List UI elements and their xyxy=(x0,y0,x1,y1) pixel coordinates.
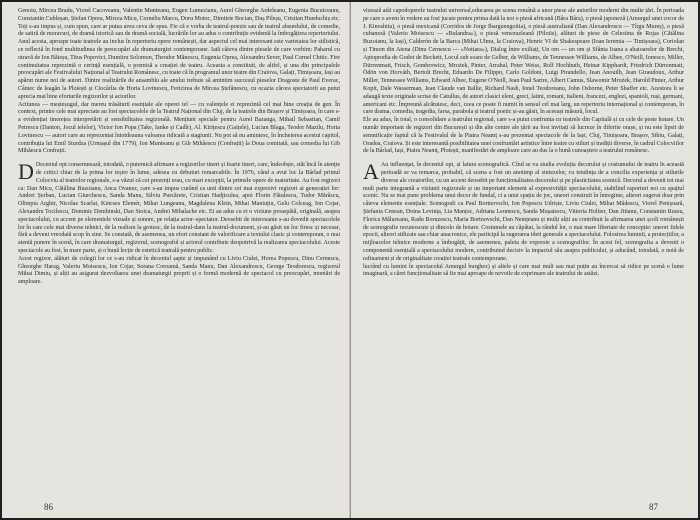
left-page xyxy=(2,2,350,518)
right-paragraph-4: lucrând cu lumini în spectacolul Amurgul burghez) și altele și care mai mult sau mai puțin au încercat să ridice pe scenă o lume imaginară, a cărei funcționalitate să fie mai aproape de nevoile de exprimare ale teatrului de astăzi. xyxy=(363,263,684,278)
page-number-left: 86 xyxy=(44,502,53,512)
left-paragraph-3 xyxy=(18,159,340,256)
drop-cap: D xyxy=(18,159,34,185)
book-spread xyxy=(2,2,698,518)
right-paragraph-1: vizează atât capodoperele teatrului universal,educarea pe scena română a unor piese ale autorilor moderni din multe țări. În perioada pe care o avem în vedere au fost jucate pentru prima dată la noi o piesă africană (Bâra Bâra), o piesă japoneză (Amurgul unei cocor de J. Kinoshita), o piesă mexicană (Corridos de Jorge Ibarguengoitia), o piesă australiană (Dan Alexandrescu — Tîrgu Mureș), o piesă cubaneză (Valerio Moisescu — «Bulandra»), o piesă venezueleană (Pilotis), alături de piese de Celestina de Rojas (Cătălina Buzoianu, la Iași), Calderón de la Barca (Mihai Ulmu, la Craiova), Henric VI de Shakespeare (Ioan Ieremia — Timișoara), Coriolan și Timon din Atena (Dinu Cernescu — «Nottara»), Dialog între exiliați, Un om — un om și Sfânta Ioana a abatoarelor de Brecht, Aptoprodia de Godot de Beckett, Locul sub soare de Gelber, de Williams, de Tennessee Williams, de Albee, O'Neill, Ionesco, Miller, Dürrenmatt, Frisch, Gombrowicz, Mrożek, Pinter, Arrabal, Peter Weiss, Rolf Hochhuth, Heinar Kipphardt, Friedrich Dürrenmatt, Ödön von Horváth, Bertolt Brecht, Eduardo De Filippo, Carlo Goldoni, Luigi Pirandello, Jean Anouilh, Jean Giraudoux, Arthur Miller, Tennessee Williams, Edward Albee, Eugene O'Neill, Jean Paul Sartre, Albert Camus, Slawomir Mrożek, Harold Pinter, Arthur Kopit, Dale Wasserman, Jean Claude van Itallie, Richard Nash, Ionel Teodoreanu, John Osborne, Peter Shaffer etc. Acestora li se adaugă texte originale scrise de Catullus, de autori clasici eleni, greci, latini, romani, italieni, francezi, englezi, spanioli, ruși, germani, americani etc. Împreună alcătuiesc, deci, ceea ce poate fi numit în sensul cel mai larg, un repertoriu internațional și contemporan, în care drama, comedia, tragedia, farsa, parabola și teatrul poetic și-au găsit, în aceeași măsură, locul. xyxy=(363,8,684,116)
drop-cap: A xyxy=(363,159,379,185)
right-paragraph-3 xyxy=(363,159,684,263)
right-paragraph-2: Ele au adus, în total, o consolidare a teatrului regional, care s-a putut confrunta cu teatrele din Capitală și cu cele de peste hotare. Un număr important de regizori din București și din alte centre ale țării au fost invitați să lucreze în diferite orașe, și nu este lipsit de semnificație faptul că la Festivalul de la Piatra Neamț s-au prezentat spectacole de la Iași, Cluj, Timișoara, Brașov, Sibiu, Galați, Oradea, Craiova. Și este interesantă posibilitatea unei confruntări artistice între teatre cu stiluri și tradiții diverse, în cadrul Colocviilor de la Bârlad, Iași, Piatra Neamț, Ploiești, manifestări de amploare care au dus la o bună cunoaștere a teatrului românesc. xyxy=(363,117,684,155)
right-paragraph-3-text: Au influențat, în deceniul opt, și latura scenografică. Cînd se va studia evoluția decorului și costumului de teatru în această perioadă se va remarca, probabil, că scena a fost un anotimp al sintezelor, cu tendința de a concilia experiența și stilurile diverse ale creatorilor, cu un accent deosebit pe funcționalitatea decorului și pe plasticitatea scenică. Decorul a devenit tot mai mult parte integrantă a viziunii regizorale și un important element al expresivității spectacolului, stabilind raporturi noi cu spațiul scenic. Nu se mai pune problema unui decor de fundal, ci a unui spațiu de joc, uneori construit în întregime, alteori sugerat doar prin câteva elemente esențiale. Scenografi ca Paul Bortnovschi, Ion Popescu Udriște, Liviu Ciulei, Mihai Mădescu, Viorel Penișoară, Ștefania Cenean, Doina Levința, Lia Manțoc, Adriana Leonescu, Sanda Mușatescu, Vittoria Holtier, Dan Jitianu, Constantin Russu, Florica Mălureanu, Radu Boruzescu, Maria Bortnovschi, Dan Nemțeanu și mulți alții au contribuit la afirmarea unei școli românești de scenografie recunoscute și dincolo de hotare. Costumele au căpătat, la rândul lor, o mai mare libertate de concepție: uneori fidele epocii, alteori stilizate sau chiar anacronice, ele participă la sugerarea ideii generale a spectacolului. Folosirea luminii, a proiecțiilor, a mijloacelor tehnice moderne a îmbogățit, de asemenea, paleta de expresie a scenografilor. În acest fel, scenografia a devenit o componentă esențială a spectacolului modern, contribuind decisiv la impactul său asupra publicului, și aducând, totodată, o notă de rafinament și de originalitate creației teatrale contemporane. xyxy=(363,162,684,262)
left-paragraph-3-text: Deceniul opt consemnează, totodată, o puternică afirmare a regizorilor tineri și foarte tineri, care, îndeobște, stăt încă în atenție de critici chiar de la prima lor ieșire în lume, adesea cu debuturi remarcabile. În 1976, când a avut loc la Bârlad primul Colocviu al teatrelor regionale, s-a văzut că cei prezenți erau, cu mari excepții, la primele opere de maturitate. Au fost regizori ca: Dan Micu, Cătălina Buzoianu, Anca Ovanez, care s-au impus curând ca unii dintre cei mai expresivi regizori ai generației lor: Andrei Șerban, Lucian Giurchescu, Sanda Manu, Silviu Purcărete, Cristian Hadjiculea, apoi Florin Fătulescu, Tudor Mărăscu, Olimpia Arghir, Nicolae Scarlat, Kincses Elemér, Mihai Lungeanu, Magdalena Klein, Mihai Maniuțiu, Gelu Colceag, Ion Cojar, Alexandru Tocilescu, Dominic Dembinski, Dan Stoica, Andrei Mihalache etc. Ei au adus cu ei o viziune proaspătă, originală, asupra spectacolului, cu accent pe elementele vizuale și sonore, pe relația actor–spectator. Deosebit de interesante s-au dovedit spectacolele lor în care cele mai diverse tehnici, de la realism la grotesc, de la teatrul-dans la teatrul-document, și-au găsit un loc firesc și necesar, fără a deveni vreodată scop în sine. Se constată, de asemenea, un efort constant de valorificare a textului clasic și contemporan, o mai atentă punere în scenă, în care dramaturgul, regizorul, scenograful și actorul contribuie deopotrivă la realizarea spectacolului. Aceste spectacole au fost, în mare parte, și o bună lecție de estetică teatrală pentru public. xyxy=(18,162,340,254)
left-paragraph-2: Actiunea — meșteșugul, dar mereu trăsăturii esențiale ale operei tel — cu valențele ei reprezintă cel mai bine creația de gen. În context, printre cele mai apreciate au fost spectacolele de la Teatrul Național din Cluj, de la teatrele din Brașov și Timișoara, în care s-a evidențiat tinerețea interpretării și sensibilitatea regizorală. Mențiuni speciale pentru Aurel Baranga, Mihail Sebastian, Camil Petrescu (Danton, Jocul ielelor), Victor Ion Popa (Take, Ianke și Cadîr), Al. Kirițescu (Gaițele), Lucian Blaga, Teodor Mazilu, Horia Lovinescu — autori care au reprezentat întotdeauna valoarea ridicată a stagiunii. Nu pot să nu amintesc, în încheierea acestui capitol, contribuția lui Emil Sturdza (Urmașul din 1779), Ion Munteanu și Gib Mihăescu (Confrații) la Doua comitată, sau comedia lui Gib Mihăescu Confrații. xyxy=(18,101,340,155)
left-paragraph-4: Acest regizor, alături de colegii lor ce s-au ridicat în deceniul șapte și impunând cu Liviu Ciulei, Horea Popescu, Dinu Cernescu, Gheorghe Harag, Valeriu Moisescu, Ion Cojar, Sorana Coroamă, Sanda Manu, Dan Alexandrescu, George Teodorescu, regizorul Mihai Dimiu, și alții au asigurat dezvoltarea unei dramaturgii proprii și o formă modernă de spectacol cu preocupări, montări de amploare. xyxy=(18,255,340,286)
right-page xyxy=(350,2,698,518)
page-number-right: 87 xyxy=(649,502,658,512)
left-paragraph-1: Genoiu, Mircea Bradu, Viorel Cacoveanu, Valentin Munteanu, Eugen Lumezianu, Aurel Gheorghe Ardeleanu, Eugenia Bucuiceanu, Constantin Cubleșan, Ștefan Oprea, Mircea Micu, Corneliu Marcu, Doru Motoc, Dimitrie Bocian, Duș Pileșu, Cristian Hueduchiș etc. Toți s-au impus și, cum spun, care ar putea avea ceva de spus. Fie că e vorba de teatrul-poezie sau de teatrul absurdului, de comedie, de satiră de moravuri, de dramă istorică sau de dramă socială, lucrările lor au adus o contribuție evidentă la îmbogățirea repertoriului. Anul acesta, aproape toate teatrele au inclus în repertoriu opere românești, dar aspectul cel mai interesant este varietatea lor stilistică, ce reflectă în fond multitudinea de preocupări ale dramaturgiei contemporane. Iată câteva dintre piesele de care vorbim: Paharul cu otravă de Ion Băieșu, Titus Popovici, Dumitru Solomon, Theodor Mănescu, Eugenia Oprea, Alexandru Sever, Paul Cornel Chitic. Fire continuitatea reprezintă o cerință esențială, o premisă a creației de teatru. Aceasta a constituit, de altfel, și una din principalele preocupări ale Festivalului Național al Teatrului Românesc, cu toate că în programul unor teatre din Craiova, Galați, Timișoara, Iași au apărut nume noi de autori. Dintre realizările de ansamblu ale anului trebuie să amintim succesul pieselor Dragoste de Paul Everac, Cântec de leagăn la Ploiești și Ciocârlia de Horia Lovinescu, Fericirea de Mircea Ștefănescu, cu ocazia cărora spectatorii au putut aprecia mai bine eforturile regizorilor și actorilor. xyxy=(18,8,340,100)
